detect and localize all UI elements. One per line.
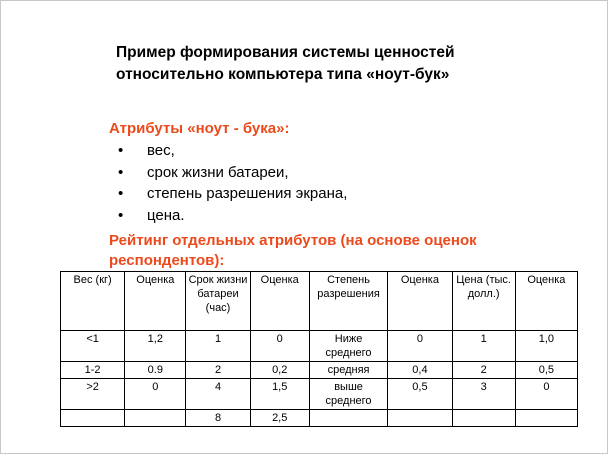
table-cell [61,410,125,427]
table-cell: >2 [61,379,125,410]
rating-heading [109,231,569,271]
header-resolution: Степень разрешения [309,272,388,331]
list-item-text: вес, [147,142,175,159]
table-cell: 2,5 [250,410,309,427]
header-battery-life: Срок жизни батареи (час) [186,272,250,331]
header-battery-score: Оценка [250,272,309,331]
table-cell: 2 [186,362,250,379]
table-cell: 0,5 [515,362,577,379]
table-row [61,410,578,427]
header-resolution-score: Оценка [388,272,452,331]
table-cell: Ниже среднего [309,331,388,362]
ratings-table [60,271,578,427]
table-cell: 0 [250,331,309,362]
list-item [118,140,347,162]
rating-heading-line-1: Рейтинг отдельных атрибутов (на основе оценок [109,232,477,249]
table-cell [515,410,577,427]
table-cell: 2 [452,362,515,379]
table-cell [388,410,452,427]
header-weight: Вес (кг) [61,272,125,331]
table-cell: 3 [452,379,515,410]
table-cell [125,410,186,427]
table-cell: средняя [309,362,388,379]
table-cell: 1,2 [125,331,186,362]
table-cell: 1-2 [61,362,125,379]
table-cell: 0 [515,379,577,410]
table-cell: 4 [186,379,250,410]
table-row [61,362,578,379]
table-cell: выше среднего [309,379,388,410]
table-cell: 1 [452,331,515,362]
bullet-icon: • [118,142,124,159]
table-cell: 8 [186,410,250,427]
rating-heading-line-2: респондентов): [109,252,225,269]
list-item [118,183,347,205]
header-weight-score: Оценка [125,272,186,331]
attributes-heading: Атрибуты «ноут - бука»: [109,120,290,137]
table-row [61,379,578,410]
header-price: Цена (тыс. долл.) [452,272,515,331]
bullet-icon: • [118,163,124,181]
slide-title [116,42,556,86]
bullet-icon: • [118,185,124,202]
list-item-text: цена. [147,206,185,224]
table-cell: <1 [61,331,125,362]
title-line-2: относительно компьютера типа «ноут-бук» [116,66,450,83]
table-cell [309,410,388,427]
title-line-1: Пример формирования системы ценностей [116,44,455,61]
table-cell: 0,4 [388,362,452,379]
table-row [61,331,578,362]
table-cell: 0.9 [125,362,186,379]
header-price-score: Оценка [515,272,577,331]
table-header-row [61,272,578,331]
list-item-text: степень разрешения экрана, [147,185,348,202]
table-cell: 0,2 [250,362,309,379]
bullet-icon: • [118,206,124,224]
table-cell: 0,5 [388,379,452,410]
table-cell [452,410,515,427]
list-item [118,162,347,184]
table-cell: 1,5 [250,379,309,410]
table-cell: 0 [388,331,452,362]
list-item [118,205,347,227]
attributes-list [118,140,347,226]
table-cell: 1 [186,331,250,362]
table-cell: 1,0 [515,331,577,362]
list-item-text: срок жизни батареи, [147,163,289,181]
table-cell: 0 [125,379,186,410]
